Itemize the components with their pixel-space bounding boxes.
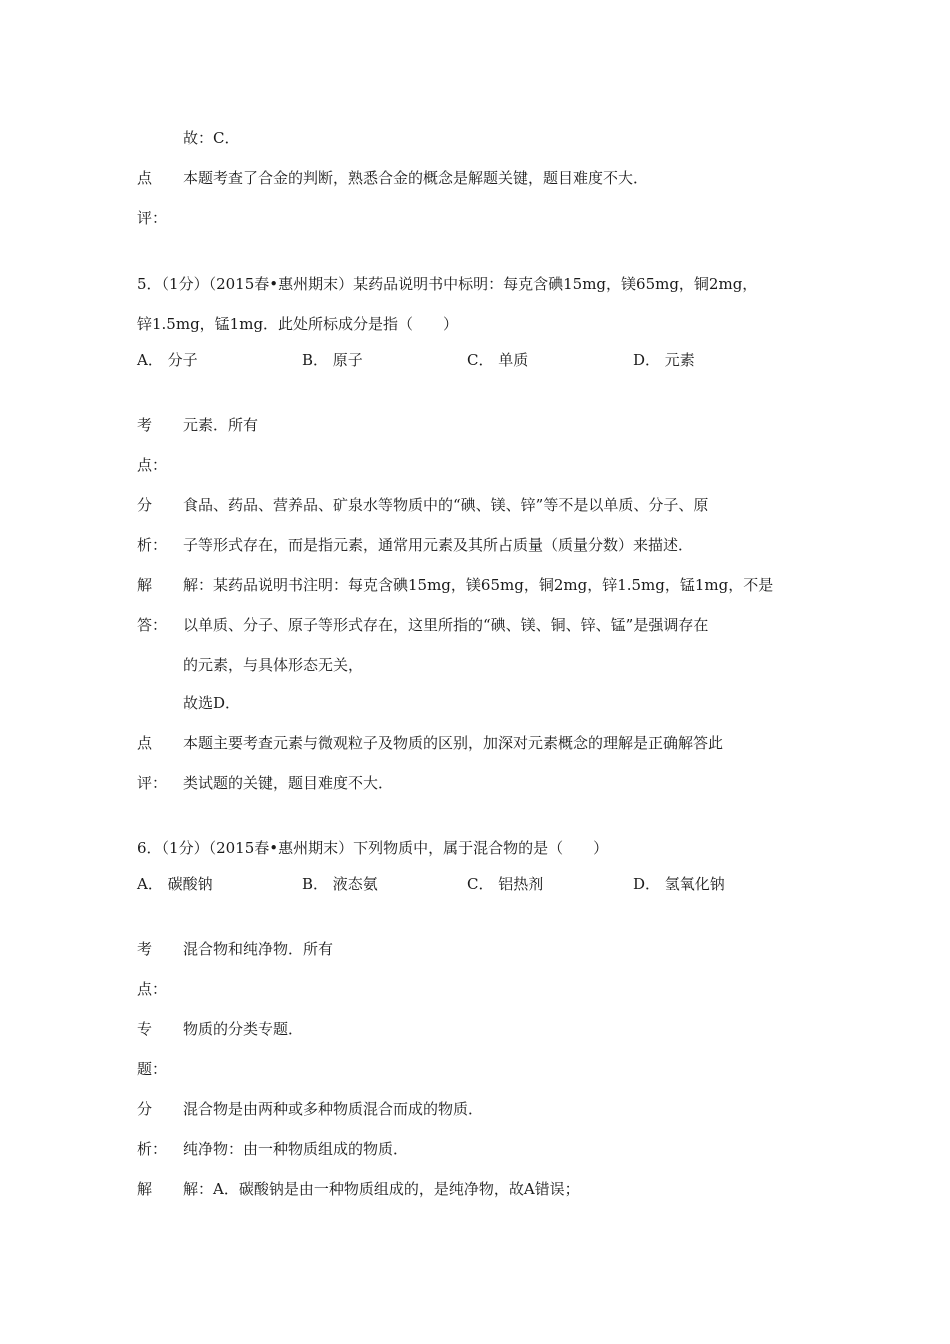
q5-stem-line-1: 5．（1分）（2015春•惠州期末）某药品说明书中标明：每克含碘15mg，镁65mg，铜2mg， (137, 275, 758, 293)
q5-kaodian-label-2: 点： (137, 456, 168, 474)
q6-kaodian: 混合物和纯净物．所有 (183, 940, 334, 958)
q5-option-b: B． 原子 (302, 351, 363, 369)
q5-dianping-line-1: 本题主要考查元素与微观粒子及物质的区别，加深对元素概念的理解是正确解答此 (183, 734, 724, 752)
q6-zhuanti-label: 专 (137, 1020, 153, 1038)
q6-fenxi-label: 分 (137, 1100, 153, 1118)
q5-jieda-label-2: 答： (137, 616, 168, 634)
q4-comment-label-2: 评： (137, 209, 168, 227)
q5-option-c: C． 单质 (467, 351, 529, 369)
q5-dianping-line-2: 类试题的关键，题目难度不大． (183, 774, 394, 792)
q5-option-d: D． 元素 (633, 351, 695, 369)
q5-jieda-line-3: 的元素，与具体形态无关， (183, 656, 364, 674)
q5-jieda-line-1: 解：某药品说明书注明：每克含碘15mg，镁65mg，铜2mg，锌1.5mg，锰1mg，不是 (183, 576, 774, 594)
q4-conclusion: 故：C． (183, 129, 240, 147)
q6-fenxi-label-2: 析： (137, 1140, 168, 1158)
q4-comment-label: 点 (137, 169, 153, 187)
q5-kaodian-label: 考 (137, 416, 153, 434)
q6-fenxi-line-2: 纯净物：由一种物质组成的物质． (183, 1140, 409, 1158)
q5-kaodian: 元素．所有 (183, 416, 259, 434)
q5-fenxi-label-2: 析： (137, 536, 168, 554)
q5-dianping-label: 点 (137, 734, 153, 752)
q5-fenxi-line-2: 子等形式存在，而是指元素，通常用元素及其所占质量（质量分数）来描述． (183, 536, 694, 554)
q6-fenxi-line-1: 混合物是由两种或多种物质混合而成的物质． (183, 1100, 484, 1118)
q5-fenxi-line-1: 食品、药品、营养品、矿泉水等物质中的“碘、镁、锌”等不是以单质、分子、原 (183, 496, 709, 514)
q6-stem: 6．（1分）（2015春•惠州期末）下列物质中，属于混合物的是（ ） (137, 839, 609, 857)
q5-option-a: A． 分子 (137, 351, 198, 369)
q5-jieda-label: 解 (137, 576, 153, 594)
q6-jieda-line-1: 解：A．碳酸钠是由一种物质组成的，是纯净物，故A错误； (183, 1180, 580, 1198)
q6-zhuanti: 物质的分类专题． (183, 1020, 304, 1038)
q6-kaodian-label: 考 (137, 940, 153, 958)
q6-jieda-label: 解 (137, 1180, 153, 1198)
q4-comment: 本题考查了合金的判断，熟悉合金的概念是解题关键，题目难度不大． (183, 169, 649, 187)
q6-option-a: A． 碳酸钠 (137, 875, 213, 893)
q5-jieda-line-4: 故选D． (183, 694, 241, 712)
q6-option-b: B． 液态氨 (302, 875, 378, 893)
q6-option-d: D． 氢氧化钠 (633, 875, 725, 893)
q5-jieda-line-2: 以单质、分子、原子等形式存在，这里所指的“碘、镁、铜、锌、锰”是强调存在 (183, 616, 709, 634)
q5-fenxi-label: 分 (137, 496, 153, 514)
q5-dianping-label-2: 评： (137, 774, 168, 792)
q6-option-c: C． 铝热剂 (467, 875, 544, 893)
q6-kaodian-label-2: 点： (137, 980, 168, 998)
q6-zhuanti-label-2: 题： (137, 1060, 168, 1078)
q5-stem-line-2: 锌1.5mg，锰1mg．此处所标成分是指（ ） (137, 315, 459, 333)
